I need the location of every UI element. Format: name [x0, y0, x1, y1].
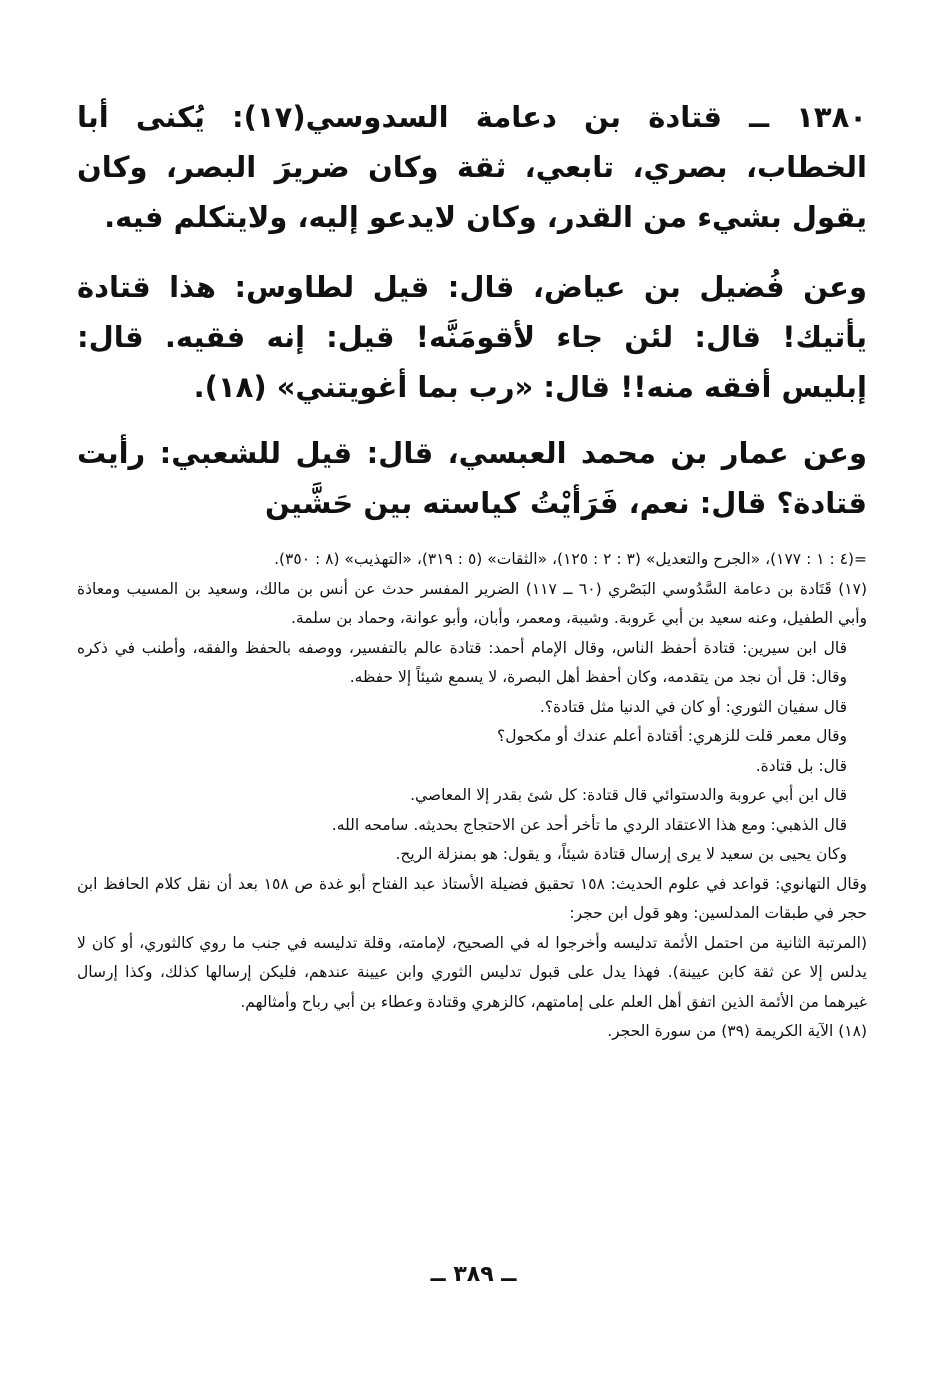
footnote-text: وقال معمر قلت للزهري: أقتادة أعلم عندك أو مكحول؟ — [497, 727, 847, 745]
footnote-text: قال: بل قتادة. — [755, 756, 847, 775]
footnote-quote: (المرتبة الثانية من احتمل الأئمة تدليسه وأخرجوا له في الصحيح، لإمامته، وقلة تدليسه في جنب ما روي كالثوري، أو كان لا يدلس إلا عن ثقة كابن عيينة). فهذا يدل على قبول تدليس الثوري وابن عيينة عندهم، فليكن إرسالها كذلك، وكذا إرسال غيرهما من الأئمة الذين اتفق أهل العلم على إمامتهم، كالزهري وقتادة وعطاء بن أبي رباح وأمثالهم. — [77, 933, 867, 1011]
footnote-18: (١٨) الآية الكريمة (٣٩) من سورة الحجر. — [607, 1022, 867, 1040]
footnote-text: قال سفيان الثوري: أو كان في الدنيا مثل قتادة؟. — [539, 697, 847, 716]
fudayl-paragraph: وعن فُضيل بن عياض، قال: قيل لطاوس: هذا قتادة يأتيك! قال: لئن جاء لأقومَنَّه! قيل: إنه فقيه. قال: إبليس أفقه منه!! قال: «رب بما أغويتني» (١٨). — [77, 270, 867, 404]
entry-paragraph: ١٣٨٠ ــ قتادة بن دعامة السدوسي(١٧): يُكنى أبا الخطاب، بصري، تابعي، ثقة وكان ضريرَ البصر، وكان يقول بشيء من القدر، وكان لايدعو إليه، ولايتكلم فيه. — [77, 100, 867, 234]
footnote-text: قال ابن سيرين: قتادة أحفظ الناس، وقال الإمام أحمد: قتادة عالم بالتفسير، ووصفه بالحفظ والفقه، وأطنب في ذكره وقال: قل أن نجد من يتقدمه، وكان أحفظ أهل البصرة، لا يسمع شيئاً إلا حفظه. — [77, 638, 847, 686]
footnote-text: قال ابن أبي عروبة والدستوائي قال قتادة: كل شئ بقدر إلا المعاصي. — [410, 786, 847, 804]
footnote-text: وقال التهانوي: قواعد في علوم الحديث: ١٥٨ تحقيق فضيلة الأستاذ عبد الفتاح أبو غدة ص ١٥٨ بعد أن نقل كلام الحافظ ابن حجر في طبقات المدلسين: وهو قول ابن حجر: — [77, 874, 867, 922]
main-text — [77, 92, 867, 528]
footnotes — [77, 545, 867, 1047]
ammar-paragraph: وعن عمار بن محمد العبسي، قال: قيل للشعبي: رأيت قتادة؟ قال: نعم، فَرَأيْتُ كياسته بين حَشَّين — [77, 436, 867, 520]
footnote-text: قال الذهبي: ومع هذا الاعتقاد الردي ما تأخر أحد عن الاحتجاج بحديثه. سامحه الله. — [331, 815, 847, 834]
footnote-continuation: =(٤ : ١ : ١٧٧)، «الجرح والتعديل» (٣ : ٢ : ١٢٥)، «الثقات» (٥ : ٣١٩)، «التهذيب» (٨ : ٣٥٠). — [274, 550, 867, 568]
page-number: ــ ٣٨٩ ــ — [430, 1262, 517, 1287]
footnote-17: (١٧) قَتَادة بن دعامة السَّدُوسي البَصْري (٦٠ ــ ١١٧) الضرير المفسر حدث عن أنس بن مالك، وسعيد بن المسيب ومعاذة وأبي الطفيل، وعنه سعيد بن أبي عَروبة. وشيبة، ومعمر، وأبان، وأبو عوانة، وحماد بن سلمة. — [77, 579, 867, 627]
footnote-text: وكان يحيى بن سعيد لا يرى إرسال قتادة شيئاً، و يقول: هو بمنزلة الريح. — [395, 845, 847, 863]
